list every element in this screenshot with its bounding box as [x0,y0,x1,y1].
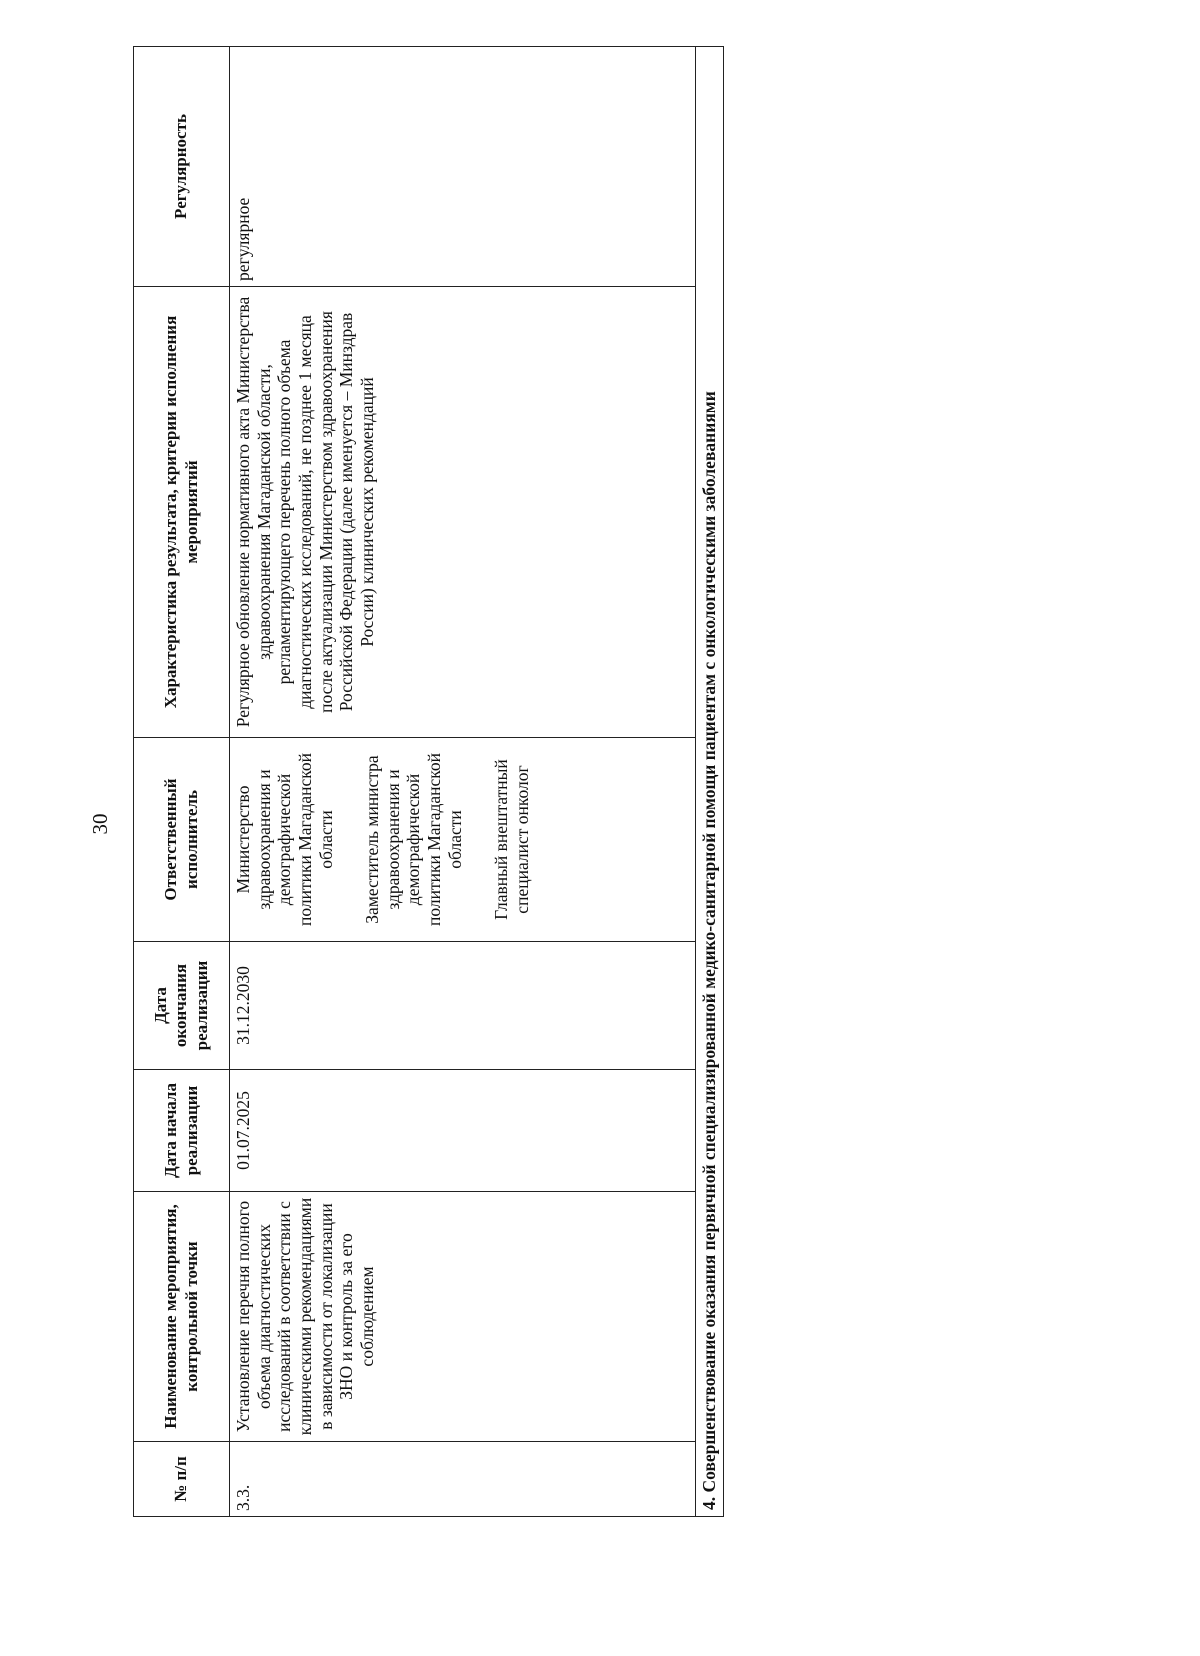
responsible-chief-oncologist: Главный внештатный специалист онколог [491,759,533,920]
header-result: Характеристика результата, критерии исполнения мероприятий [134,287,230,738]
row-regularity: регулярное [230,47,696,287]
row-responsible [230,738,696,942]
row-result: Регулярное обновление нормативного акта Министерства здравоохранения Магаданской области, регламентирующего перечень полного объема диагностических исследований, не позднее 1 месяца после актуализации Министерством здравоохранения Российской Федерации (далее именуется – Минздрав России) клинических рекомендаций [230,287,696,738]
header-num: № п/п [134,1442,230,1517]
row-num: 3.3. [230,1442,696,1517]
table-header-row [134,47,230,1517]
table-row [230,47,696,1517]
responsible-ministry: Министерство здравоохранения и демографической политики Магаданской области [233,752,336,927]
spacer [465,743,491,936]
spacer [336,743,362,936]
header-name: Наименование мероприятия, контрольной точки [134,1192,230,1442]
header-responsible: Ответственный исполнитель [134,738,230,942]
page-number: 30 [87,813,112,835]
responsible-deputy: Заместитель министра здравоохранения и демографической политики Магаданской области [362,752,465,927]
row-start-date: 01.07.2025 [230,1070,696,1192]
row-end-date: 31.12.2030 [230,942,696,1070]
measures-table [133,46,724,1517]
header-end-date: Дата окончания реализации [134,942,230,1070]
header-start-date: Дата начала реализации [134,1070,230,1192]
header-regularity: Регулярность [134,47,230,287]
row-name: Установление перечня полного объема диагностических исследований в соответствии с клиническими рекомендациями в зависимости от локализации ЗНО и контроль за его соблюдением [230,1192,696,1442]
section-title: 4. Совершенствование оказания первичной специализированной медико-санитарной помощи пациентам с онкологическими заболеваниями [696,47,724,1517]
rotated-table-container [133,47,723,1517]
section-heading-row [696,47,724,1517]
